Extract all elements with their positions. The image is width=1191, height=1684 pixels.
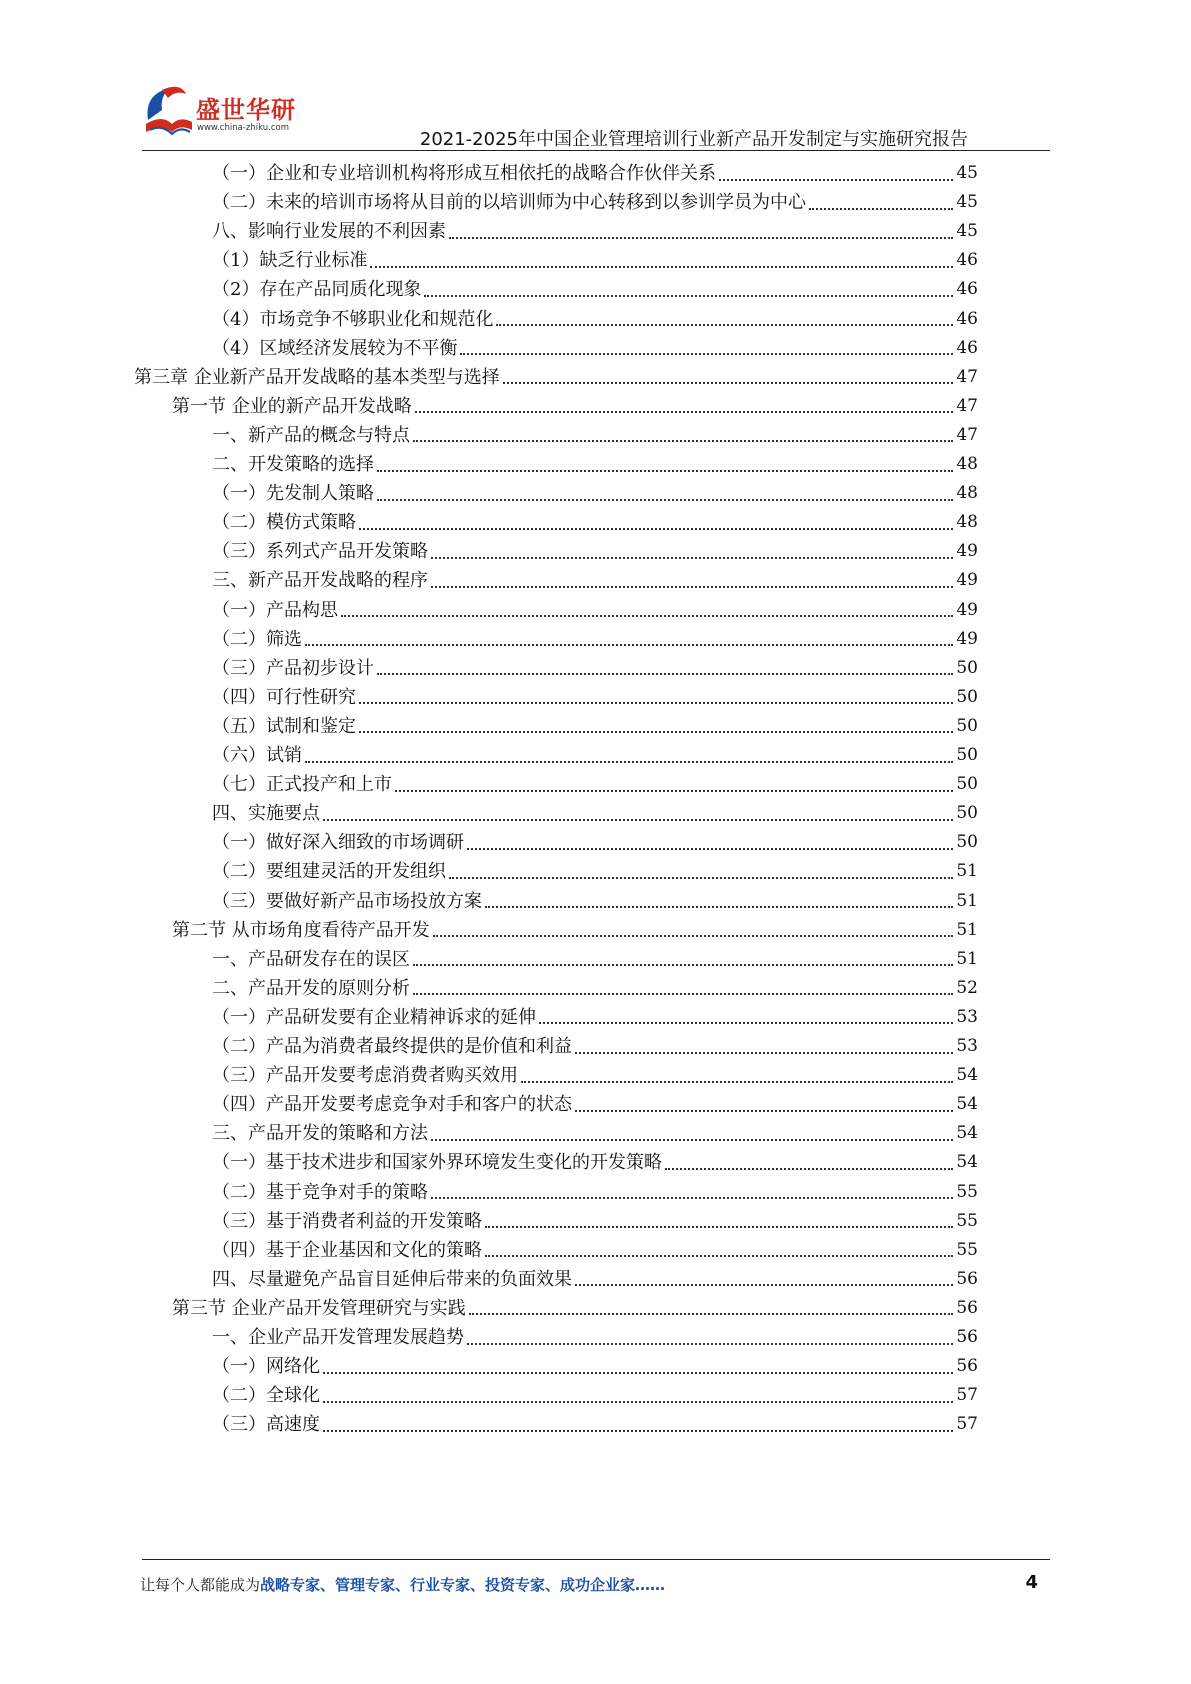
toc-entry-title: （二）全球化: [212, 1385, 320, 1407]
toc-dot-leader: [665, 1168, 953, 1170]
toc-entry-title: 第三章 企业新产品开发战略的基本类型与选择: [134, 366, 500, 388]
toc-entry[interactable]: [172, 391, 978, 422]
toc-entry[interactable]: [212, 973, 978, 1004]
toc-entry-title: 四、实施要点: [212, 803, 320, 825]
toc-entry[interactable]: [212, 624, 978, 655]
toc-entry[interactable]: [212, 653, 978, 684]
toc-entry[interactable]: [212, 1409, 978, 1440]
toc-entry[interactable]: [172, 1293, 978, 1324]
toc-dot-leader: [719, 179, 953, 181]
toc-entry-title: （一）先发制人策略: [212, 483, 374, 505]
toc-entry[interactable]: [212, 827, 978, 858]
toc-entry[interactable]: [212, 1351, 978, 1382]
toc-entry-title: （七）正式投产和上市: [212, 774, 392, 796]
toc-entry-page: 51: [956, 890, 978, 911]
toc-dot-leader: [809, 208, 953, 210]
toc-entry-page: 49: [956, 541, 978, 562]
header-divider: [142, 150, 1050, 151]
toc-entry-page: 49: [956, 570, 978, 591]
toc-entry-page: 46: [956, 279, 978, 300]
toc-entry-page: 54: [956, 1152, 978, 1173]
toc-dot-leader: [413, 440, 953, 442]
toc-dot-leader: [449, 237, 953, 239]
toc-entry[interactable]: [212, 740, 978, 771]
toc-entry-page: 47: [956, 395, 978, 416]
toc-entry-page: 57: [956, 1414, 978, 1435]
toc-entry-page: 57: [956, 1385, 978, 1406]
toc-entry-title: （一）基于技术进步和国家外界环境发生变化的开发策略: [212, 1152, 662, 1174]
toc-dot-leader: [431, 586, 953, 588]
toc-entry-title: （4）区域经济发展较为不平衡: [212, 337, 458, 359]
page-header: [0, 0, 1191, 150]
toc-entry-page: 50: [956, 715, 978, 736]
toc-entry-page: 56: [956, 1356, 978, 1377]
toc-entry-title: （三）产品开发要考虑消费者购买效用: [212, 1065, 518, 1087]
toc-dot-leader: [431, 557, 953, 559]
logo-url: www.china-zhiku.com: [197, 123, 289, 133]
toc-dot-leader: [377, 499, 953, 501]
toc-dot-leader: [415, 411, 954, 413]
toc-entry[interactable]: [212, 158, 978, 189]
toc-entry[interactable]: [172, 915, 978, 946]
toc-entry-title: 第三节 企业产品开发管理研究与实践: [172, 1297, 466, 1319]
toc-entry-page: 55: [956, 1181, 978, 1202]
toc-entry[interactable]: [212, 536, 978, 567]
toc-entry-page: 50: [956, 774, 978, 795]
toc-dot-leader: [460, 353, 953, 355]
toc-entry-title: （一）做好深入细致的市场调研: [212, 832, 464, 854]
toc-dot-leader: [359, 731, 953, 733]
toc-dot-leader: [449, 877, 953, 879]
toc-entry-title: 一、产品研发存在的误区: [212, 948, 410, 970]
toc-entry-page: 53: [956, 1006, 978, 1027]
toc-entry[interactable]: [212, 1118, 978, 1149]
toc-entry-title: （三）高速度: [212, 1414, 320, 1436]
toc-dot-leader: [521, 1081, 953, 1083]
toc-entry-page: 56: [956, 1268, 978, 1289]
toc-entry[interactable]: [212, 595, 978, 626]
toc-entry[interactable]: [212, 944, 978, 975]
toc-dot-leader: [413, 964, 953, 966]
toc-entry-title: （二）产品为消费者最终提供的是价值和利益: [212, 1036, 572, 1057]
toc-dot-leader: [433, 935, 954, 937]
toc-dot-leader: [323, 1372, 953, 1374]
toc-entry-title: （二）筛选: [212, 628, 302, 650]
toc-entry[interactable]: [212, 565, 978, 596]
toc-entry-title: （4）市场竞争不够职业化和规范化: [212, 308, 494, 330]
toc-entry[interactable]: [212, 682, 978, 713]
toc-entry-title: （三）要做好新产品市场投放方案: [212, 890, 482, 912]
toc-entry-page: 49: [956, 628, 978, 649]
toc-entry-title: （二）要组建灵活的开发组织: [212, 861, 446, 883]
toc-entry-title: （五）试制和鉴定: [212, 715, 356, 737]
toc-entry[interactable]: [212, 798, 978, 829]
toc-entry[interactable]: [212, 711, 978, 742]
toc-entry[interactable]: [212, 274, 978, 305]
report-title: 2021-2025年中国企业管理培训行业新产品开发制定与实施研究报告: [419, 129, 968, 150]
toc-dot-leader: [469, 1313, 954, 1315]
toc-entry-page: 50: [956, 745, 978, 765]
toc-entry[interactable]: [212, 420, 978, 451]
toc-entry[interactable]: [212, 449, 978, 480]
toc-entry-title: （四）产品开发要考虑竞争对手和客户的状态: [212, 1094, 572, 1116]
toc-entry-page: 56: [956, 1327, 978, 1347]
toc-entry[interactable]: [134, 362, 978, 393]
toc-entry[interactable]: [212, 1002, 978, 1033]
logo-name: 盛世华研: [196, 96, 296, 124]
toc-entry[interactable]: [212, 1206, 978, 1237]
toc-entry-page: 48: [956, 454, 978, 474]
toc-entry-title: （一）企业和专业培训机构将形成互相依托的战略合作伙伴关系: [212, 163, 716, 184]
toc-entry[interactable]: [212, 216, 978, 247]
toc-entry-page: 50: [956, 803, 978, 824]
toc-dot-leader: [431, 1197, 953, 1199]
toc-entry-title: 一、企业产品开发管理发展趋势: [212, 1327, 464, 1348]
toc-entry-title: （二）基于竞争对手的策略: [212, 1181, 428, 1203]
toc-dot-leader: [467, 848, 953, 850]
toc-entry-title: （三）产品初步设计: [212, 657, 374, 679]
toc-dot-leader: [359, 702, 953, 704]
toc-entry-page: 46: [956, 250, 978, 271]
toc-entry-title: 三、产品开发的策略和方法: [212, 1123, 428, 1145]
toc-entry[interactable]: [212, 1177, 978, 1208]
footer-slogan-highlight: 战略专家、管理专家、行业专家、投资专家、成功企业家……: [260, 1576, 666, 1594]
toc-entry-page: 48: [956, 483, 978, 504]
toc-entry[interactable]: [212, 886, 978, 917]
toc-entry-title: 二、产品开发的原则分析: [212, 977, 410, 999]
toc-entry[interactable]: [212, 856, 978, 887]
footer-slogan-lead: 让每个人都能成为: [140, 1576, 261, 1594]
toc-dot-leader: [323, 1401, 953, 1403]
toc-dot-leader: [485, 1226, 953, 1228]
toc-dot-leader: [539, 1022, 953, 1024]
toc-entry[interactable]: [212, 1060, 978, 1091]
toc-dot-leader: [377, 470, 953, 472]
page-number: 4: [1025, 1572, 1038, 1593]
toc-dot-leader: [424, 295, 953, 297]
toc-entry-page: 50: [956, 657, 978, 678]
toc-entry-page: 53: [956, 1036, 978, 1056]
toc-entry[interactable]: [212, 1089, 978, 1120]
toc-entry-page: 51: [956, 948, 978, 969]
toc-entry-page: 50: [956, 686, 978, 707]
toc-entry-title: （六）试销: [212, 745, 302, 766]
toc-entry-page: 49: [956, 599, 978, 620]
toc-entry-title: （2）存在产品同质化现象: [212, 279, 422, 301]
toc-entry-title: （一）产品研发要有企业精神诉求的延伸: [212, 1006, 536, 1028]
toc-entry[interactable]: [212, 769, 978, 800]
toc-entry-page: 46: [956, 337, 978, 358]
toc-entry-page: 52: [956, 977, 978, 998]
toc-entry-page: 54: [956, 1094, 978, 1115]
toc-entry-title: （三）基于消费者利益的开发策略: [212, 1210, 482, 1232]
toc-entry-page: 45: [956, 192, 978, 213]
toc-dot-leader: [431, 1139, 953, 1141]
toc-entry-title: 四、尽量避免产品盲目延伸后带来的负面效果: [212, 1268, 572, 1290]
toc-dot-leader: [305, 761, 953, 763]
toc-entry-title: 三、新产品开发战略的程序: [212, 570, 428, 592]
toc-dot-leader: [485, 906, 953, 908]
toc-entry[interactable]: [212, 245, 978, 276]
toc-entry[interactable]: [212, 1380, 978, 1411]
toc-entry-page: 47: [956, 366, 978, 387]
toc-dot-leader: [575, 1110, 953, 1112]
toc-entry-page: 54: [956, 1123, 978, 1144]
toc-entry[interactable]: [212, 1322, 978, 1353]
toc-entry-page: 51: [956, 919, 978, 940]
toc-entry[interactable]: [212, 1031, 978, 1062]
toc-dot-leader: [395, 790, 953, 792]
toc-entry-title: 二、开发策略的选择: [212, 454, 374, 475]
toc-dot-leader: [485, 1255, 953, 1257]
page-footer: [140, 1574, 1052, 1598]
toc-entry-page: 45: [956, 163, 978, 183]
toc-dot-leader: [305, 644, 953, 646]
footer-divider: [142, 1559, 1050, 1560]
toc-entry-page: 46: [956, 308, 978, 329]
toc-dot-leader: [575, 1284, 953, 1286]
toc-entry-title: 八、影响行业发展的不利因素: [212, 221, 446, 243]
toc-entry-page: 51: [956, 861, 978, 882]
toc-entry-page: 47: [956, 424, 978, 445]
toc-entry[interactable]: [212, 333, 978, 364]
toc-entry[interactable]: [212, 507, 978, 538]
toc-entry-title: （1）缺乏行业标准: [212, 250, 368, 272]
toc-entry-title: （四）基于企业基因和文化的策略: [212, 1239, 482, 1261]
toc-dot-leader: [370, 266, 953, 268]
toc-entry-title: 一、新产品的概念与特点: [212, 424, 410, 446]
toc-entry[interactable]: [212, 1264, 978, 1295]
toc-dot-leader: [496, 324, 953, 326]
toc-entry-title: （一）产品构思: [212, 599, 338, 621]
toc-entry-page: 54: [956, 1065, 978, 1086]
toc-entry-title: （二）未来的培训市场将从目前的以培训师为中心转移到以参训学员为中心: [212, 192, 806, 214]
toc-dot-leader: [323, 1430, 953, 1432]
toc-dot-leader: [467, 1343, 953, 1345]
toc-dot-leader: [323, 819, 953, 821]
toc-entry-title: （一）网络化: [212, 1356, 320, 1378]
toc-entry[interactable]: [212, 1147, 978, 1178]
toc-entry-page: 55: [956, 1239, 978, 1260]
toc-entry-title: （二）模仿式策略: [212, 512, 356, 534]
toc-entry[interactable]: [212, 1235, 978, 1266]
toc-dot-leader: [503, 382, 954, 384]
toc-entry-title: （三）系列式产品开发策略: [212, 541, 428, 563]
toc-dot-leader: [413, 993, 953, 995]
toc-dot-leader: [377, 673, 953, 675]
toc-entry-page: 48: [956, 512, 978, 533]
toc-entry-title: （四）可行性研究: [212, 686, 356, 708]
toc-entry[interactable]: [212, 187, 978, 218]
toc-dot-leader: [341, 615, 953, 617]
toc-entry-page: 56: [956, 1297, 978, 1318]
toc-entry-page: 50: [956, 832, 978, 853]
toc-dot-leader: [359, 528, 953, 530]
toc-entry[interactable]: [212, 478, 978, 509]
toc-entry-page: 55: [956, 1210, 978, 1231]
toc-dot-leader: [575, 1052, 953, 1054]
toc-entry-title: 第二节 从市场角度看待产品开发: [172, 919, 430, 941]
toc-entry-page: 45: [956, 221, 978, 242]
toc-entry[interactable]: [212, 304, 978, 335]
toc-entry-title: 第一节 企业的新产品开发战略: [172, 395, 412, 417]
